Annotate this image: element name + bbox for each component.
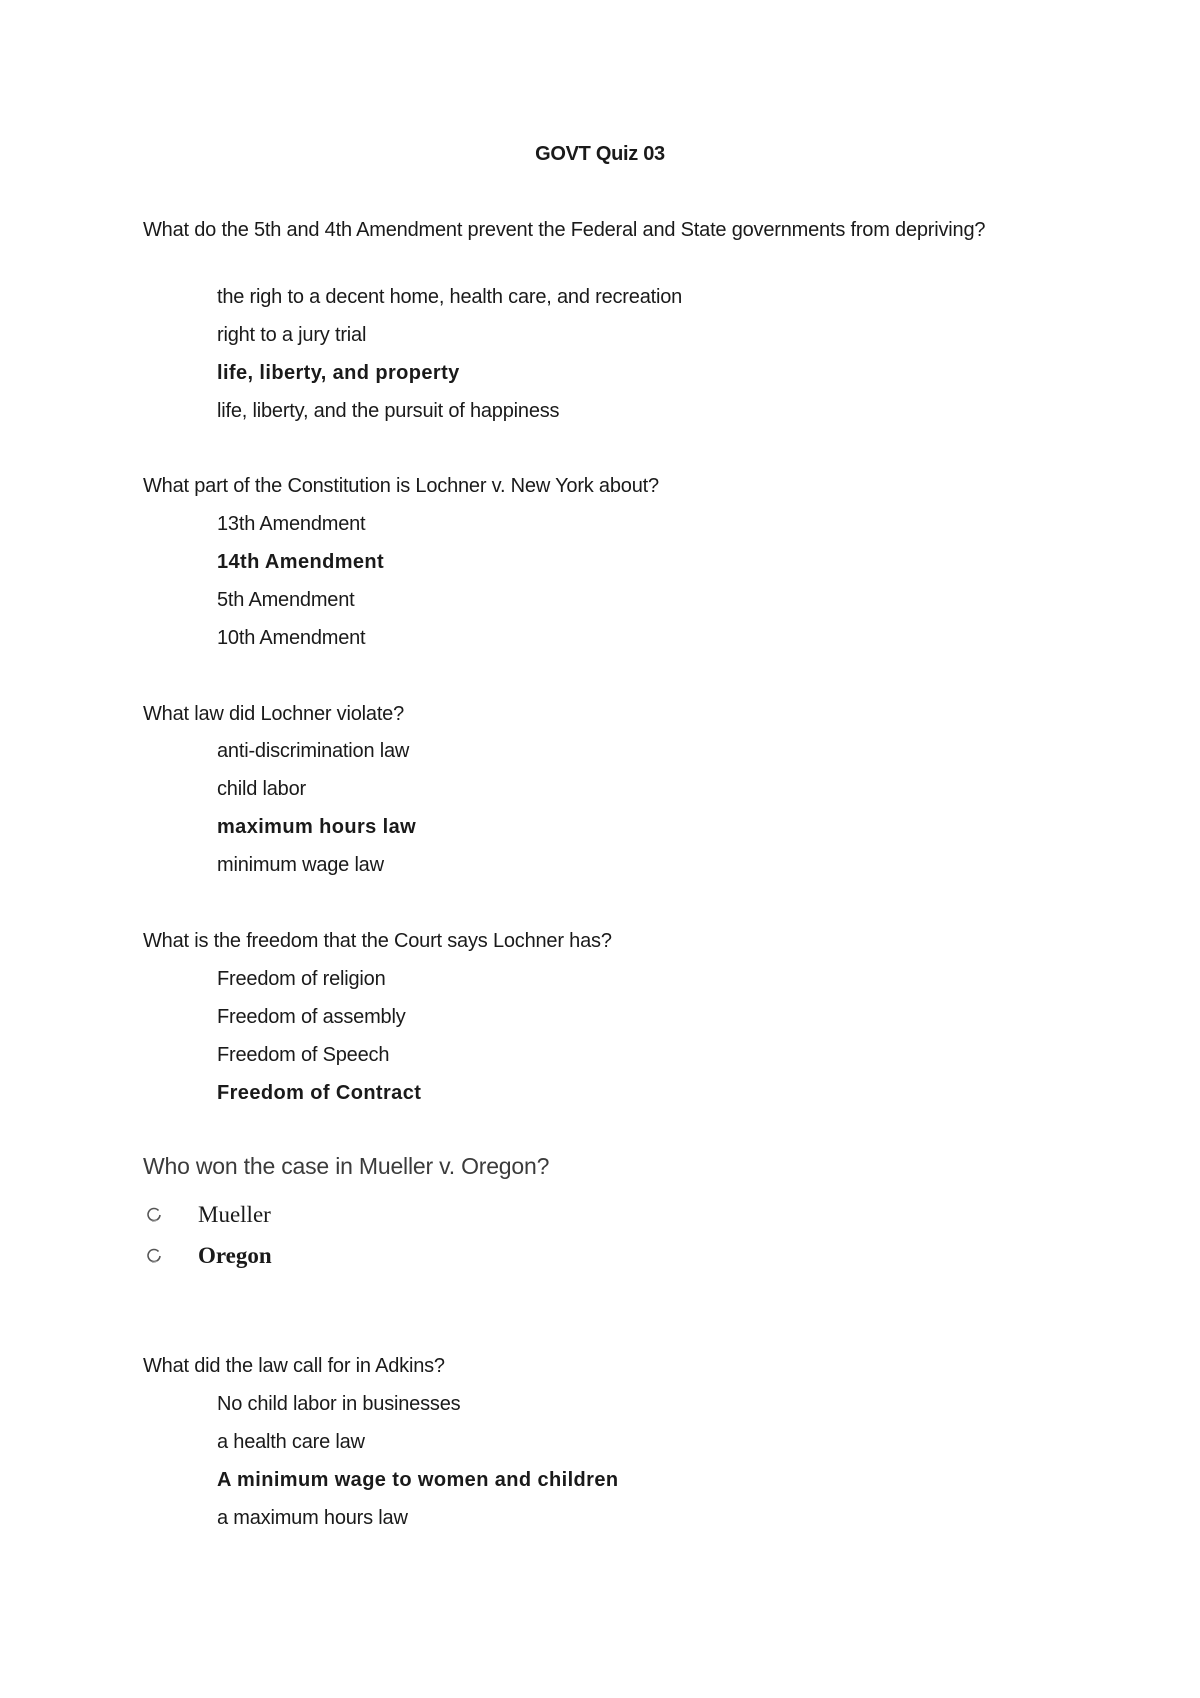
question-3-answer-2: child labor [217,778,306,800]
question-1-answer-1: the righ to a decent home, health care, and recreation [217,286,683,308]
question-6-text: What did the law call for in Adkins? [143,1355,445,1377]
question-1-answer-4: life, liberty, and the pursuit of happiness [217,400,560,422]
question-1-answer-3-correct: life, liberty, and property [217,362,460,384]
question-5-answer-1: Mueller [198,1202,271,1227]
question-3-answer-3-correct: maximum hours law [217,816,417,838]
document-title: GOVT Quiz 03 [535,143,665,165]
question-4-answer-1: Freedom of religion [217,968,386,990]
radio-button-icon[interactable] [146,1207,162,1223]
question-1-text: What do the 5th and 4th Amendment prevent the Federal and State governments from depriving? [143,219,986,241]
question-4-text: What is the freedom that the Court says Lochner has? [143,930,612,952]
question-6-answer-1: No child labor in businesses [217,1393,461,1415]
question-3-answer-4: minimum wage law [217,854,384,876]
question-6-answer-3-correct: A minimum wage to women and children [217,1469,619,1491]
question-5-option-2[interactable] [146,1241,272,1271]
question-2-answer-2-correct: 14th Amendment [217,551,385,573]
question-1-answer-2: right to a jury trial [217,324,367,346]
radio-button-icon[interactable] [146,1248,162,1264]
question-4-answer-2: Freedom of assembly [217,1006,406,1028]
question-6-answer-4: a maximum hours law [217,1507,408,1529]
question-5-text: Who won the case in Mueller v. Oregon? [143,1153,550,1179]
question-4-answer-4-correct: Freedom of Contract [217,1082,422,1104]
question-3-answer-1: anti-discrimination law [217,740,410,762]
question-2-answer-4: 10th Amendment [217,627,366,649]
question-4-answer-3: Freedom of Speech [217,1044,390,1066]
question-2-answer-3: 5th Amendment [217,589,355,611]
question-5-option-1[interactable] [146,1200,271,1230]
question-2-answer-1: 13th Amendment [217,513,366,535]
question-3-text: What law did Lochner violate? [143,703,405,725]
question-6-answer-2: a health care law [217,1431,365,1453]
question-5-answer-2-correct: Oregon [198,1243,272,1268]
question-2-text: What part of the Constitution is Lochner v. New York about? [143,475,659,497]
